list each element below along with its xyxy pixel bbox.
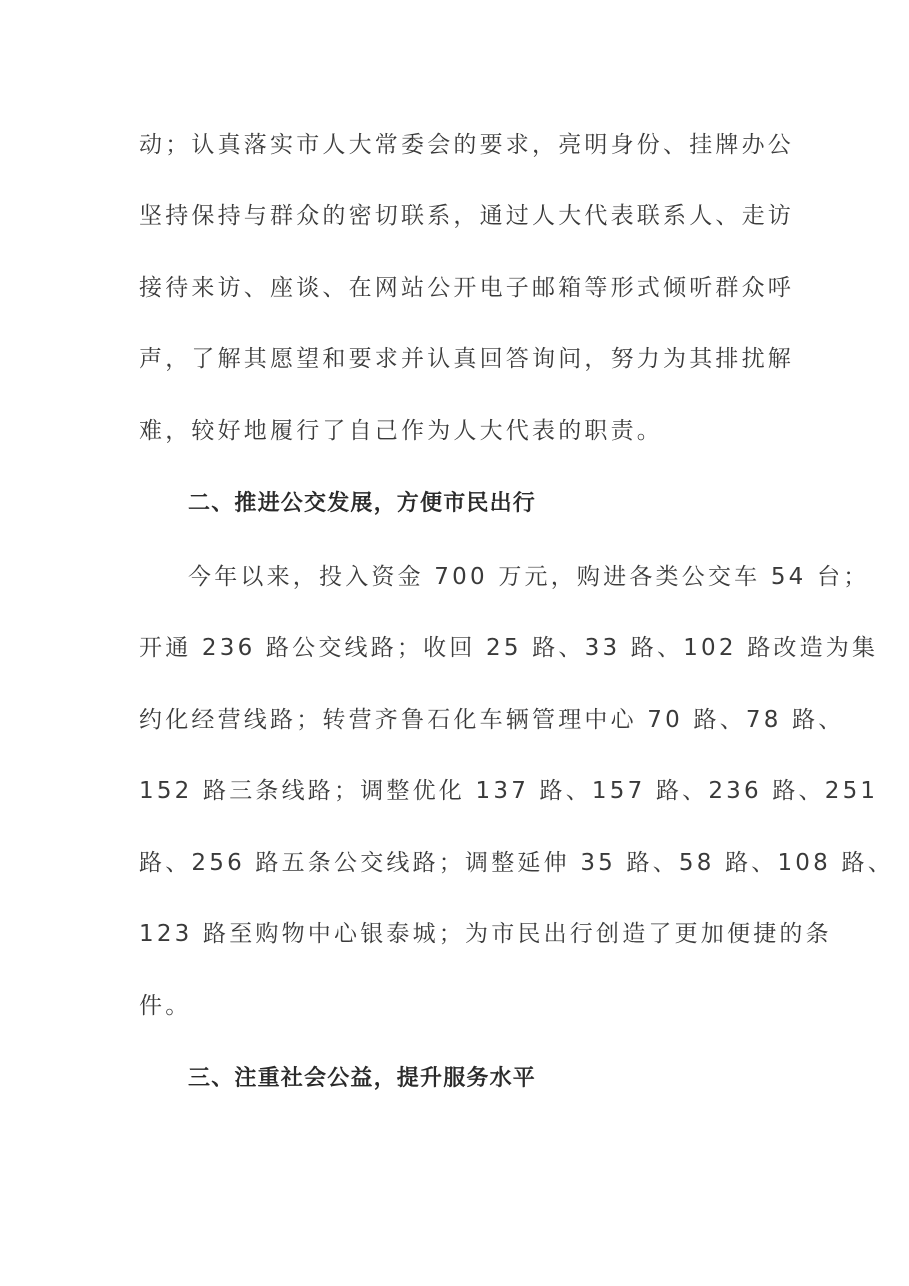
paragraph-line: 123 路至购物中心银泰城；为市民出行创造了更加便捷的条 (139, 921, 832, 947)
section-heading: 三、注重社会公益，提升服务水平 (188, 1066, 537, 1091)
paragraph-line: 件。 (139, 993, 192, 1019)
paragraph-line: 动；认真落实市人大常委会的要求，亮明身份、挂牌办公 (139, 132, 794, 158)
paragraph-line: 152 路三条线路；调整优化 137 路、157 路、236 路、251 (139, 778, 879, 804)
paragraph-line: 开通 236 路公交线路；收回 25 路、33 路、102 路改造为集 (139, 635, 879, 661)
paragraph-line: 声，了解其愿望和要求并认真回答询问，努力为其排扰解 (139, 346, 794, 372)
paragraph-line: 约化经营线路；转营齐鲁石化车辆管理中心 70 路、78 路、 (139, 707, 845, 733)
section-heading: 二、推进公交发展，方便市民出行 (188, 491, 537, 516)
paragraph-line: 接待来访、座谈、在网站公开电子邮箱等形式倾听群众呼 (139, 275, 794, 301)
paragraph-line: 难，较好地履行了自己作为人大代表的职责。 (139, 418, 663, 444)
paragraph-line: 今年以来，投入资金 700 万元，购进各类公交车 54 台； (188, 564, 870, 590)
paragraph-line: 路、256 路五条公交线路；调整延伸 35 路、58 路、108 路、 (139, 850, 894, 876)
paragraph-line: 坚持保持与群众的密切联系，通过人大代表联系人、走访 (139, 203, 794, 229)
